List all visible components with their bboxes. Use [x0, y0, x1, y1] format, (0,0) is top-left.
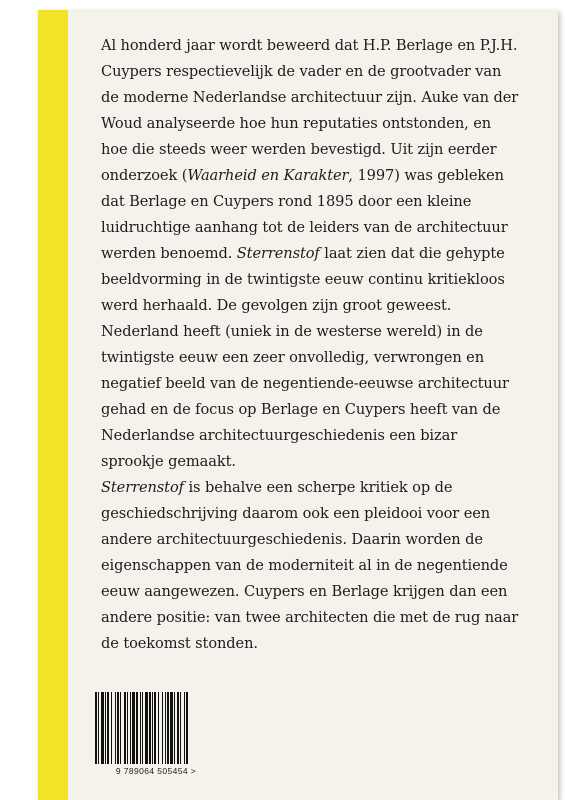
- barcode-bar: [115, 692, 116, 764]
- barcode-bar: [124, 692, 126, 764]
- isbn-number: 9 789064 505454 >: [115, 766, 197, 776]
- barcode-bar: [152, 692, 153, 764]
- barcode-bar: [167, 692, 169, 764]
- barcode-bar: [101, 692, 104, 764]
- blurb-text-segment: laat zien dat die gehypte beeldvorming in de twintigste eeuw continu kritiekloos werd herhaald. De gevolgen zijn groot geweest. Nederland heeft (uniek in de westerse wereld) in de twintigste eeuw een zeer onvolledig, verwrongen en negatief beeld van de negentiende-eeuwse architectuur gehad en de focus op Berlage en Cuypers heeft van de Nederlandse architectuurgeschiedenis een bizar sprookje gemaakt.: [101, 245, 509, 470]
- barcode-bar: [140, 692, 141, 764]
- book-title-italic: Waarheid en Karakter: [187, 167, 349, 184]
- barcode-bar: [149, 692, 151, 764]
- blurb-paragraph-1: [101, 33, 521, 475]
- book-title-italic: Sterrenstof: [236, 245, 320, 262]
- barcode-bar: [186, 692, 188, 764]
- barcode-bar: [162, 692, 163, 764]
- barcode-bar: [117, 692, 119, 764]
- barcode-bar: [142, 692, 143, 764]
- book-title-italic: Sterrenstof: [101, 479, 184, 496]
- barcode-bar: [184, 692, 185, 764]
- barcode-bar: [174, 692, 175, 764]
- blurb-text-segment: , 1997) was gebleken dat Berlage en Cuypers rond 1895 door een kleine luidruchtige aanhang tot de leiders van de architectuur werden benoemd.: [101, 167, 508, 262]
- barcode-bar: [107, 692, 109, 764]
- barcode-bar: [130, 692, 131, 764]
- barcode-bars: [92, 692, 220, 764]
- blurb-paragraph-2: [101, 475, 521, 657]
- barcode-bar: [120, 692, 121, 764]
- barcode-bar: [136, 692, 138, 764]
- barcode-bar: [105, 692, 106, 764]
- barcode-bar: [154, 692, 156, 764]
- blurb-text-segment: Al honderd jaar wordt beweerd dat H.P. Berlage en P.J.H. Cuypers respectievelijk de vader en de grootvader van de moderne Nederlandse architectuur zijn. Auke van der Woud analyseerde hoe hun reputaties ontstonden, en hoe die steeds weer werden bevestigd. Uit zijn eerder onderzoek (: [101, 37, 519, 184]
- barcode-bar: [145, 692, 148, 764]
- barcode-bar: [95, 692, 97, 764]
- barcode-bar: [98, 692, 99, 764]
- yellow-spine-band: [38, 10, 68, 800]
- barcode-bar: [111, 692, 112, 764]
- barcode-bar: [132, 692, 135, 764]
- book-back-cover: [38, 10, 558, 800]
- barcode-bar: [158, 692, 159, 764]
- barcode-bar: [165, 692, 166, 764]
- blurb-text-segment: is behalve een scherpe kritiek op de geschiedschrijving daarom ook een pleidooi voor een andere architectuurgeschiedenis. Daarin worden de eigenschappen van de moderniteit al in de negentiende eeuw aangewezen. Cuypers en Berlage krijgen dan een andere positie: van twee architecten die met de rug naar de toekomst stonden.: [101, 479, 519, 652]
- barcode-bar: [180, 692, 181, 764]
- barcode-bar: [177, 692, 179, 764]
- blurb-text: [101, 33, 521, 657]
- barcode-bar: [170, 692, 173, 764]
- barcode-bar: [127, 692, 128, 764]
- isbn-barcode: [92, 692, 220, 782]
